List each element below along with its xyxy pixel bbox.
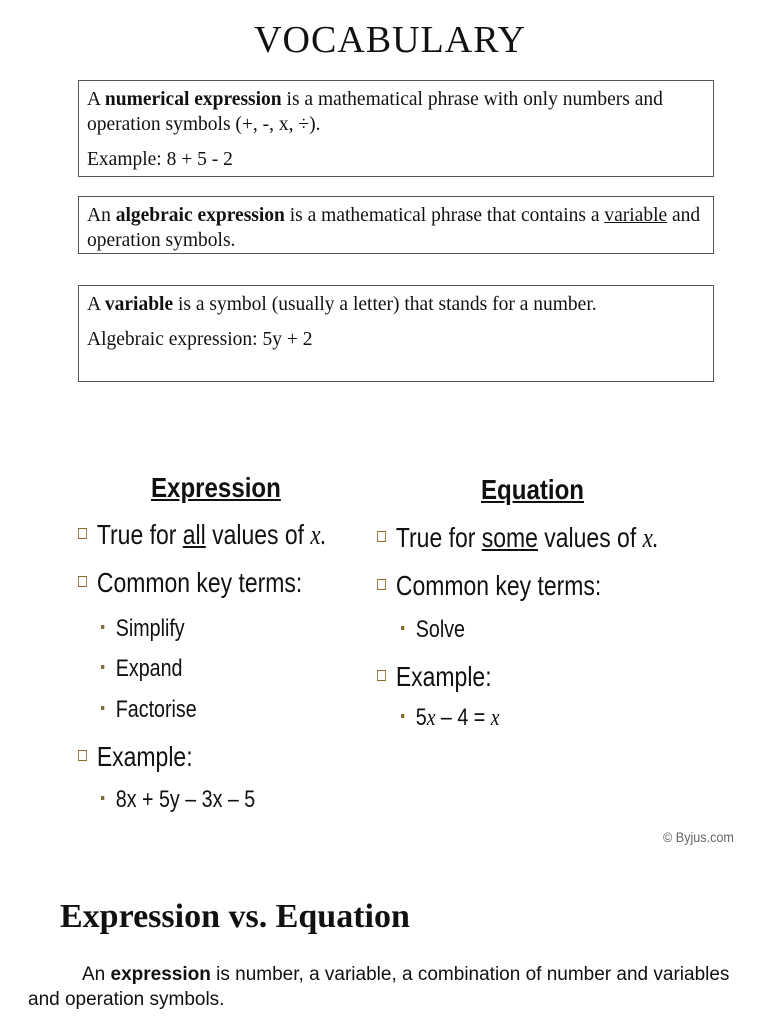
square-bullet-icon (377, 531, 386, 542)
expression-key-terms-row: Common key terms: (78, 567, 302, 599)
dot-bullet-icon (401, 714, 404, 718)
dot-bullet-icon (101, 796, 104, 800)
algebraic-expression-term: algebraic expression (115, 205, 285, 226)
expression-example-value: 8x + 5y – 3x – 5 (101, 786, 255, 814)
square-bullet-icon (78, 750, 87, 761)
expression-heading: Expression (151, 472, 281, 503)
dot-bullet-icon (101, 665, 104, 669)
equation-true-for-row: True for some values of x. (377, 522, 659, 555)
square-bullet-icon (377, 579, 386, 590)
dot-bullet-icon (101, 625, 104, 629)
expression-term-item: Expand (101, 655, 183, 683)
numerical-expression-box (78, 80, 714, 177)
algebraic-expression-box (78, 196, 714, 254)
equation-key-terms-row: Common key terms: (377, 570, 601, 602)
variable-example: Algebraic expression: 5y + 2 (87, 329, 313, 350)
equation-heading: Equation (481, 474, 584, 505)
expression-intro-paragraph: An expression is number, a variable, a combination of number and variables and operation symbols. (28, 964, 730, 1010)
vocabulary-title: VOCABULARY (254, 19, 526, 61)
numerical-expression-example: Example: 8 + 5 - 2 (87, 149, 233, 170)
variable-term: variable (104, 294, 174, 315)
variable-underlined: variable (604, 205, 668, 226)
variable-box (78, 285, 714, 382)
numerical-expression-definition: A numerical expression is a mathematical phrase with only numbers and operation symbols (+, -, x, ÷). (87, 89, 663, 135)
square-bullet-icon (78, 528, 87, 539)
variable-definition: A variable is a symbol (usually a letter) that stands for a number. (87, 294, 597, 315)
equation-example-value: 5x – 4 = x (401, 704, 499, 732)
expression-example-row: Example: (78, 741, 193, 773)
expression-true-for-row: True for all values of x. (78, 519, 326, 552)
equation-term-item: Solve (401, 616, 465, 644)
equation-example-row: Example: (377, 661, 492, 693)
expression-term-item: Factorise (101, 696, 197, 724)
byjus-credit: © Byjus.com (663, 829, 734, 845)
expression-term-item: Simplify (101, 615, 185, 643)
dot-bullet-icon (101, 706, 104, 710)
square-bullet-icon (78, 576, 87, 587)
dot-bullet-icon (401, 626, 404, 630)
expression-vs-equation-title: Expression vs. Equation (60, 898, 410, 935)
numerical-expression-term: numerical expression (104, 89, 282, 110)
square-bullet-icon (377, 670, 386, 681)
algebraic-expression-definition: An algebraic expression is a mathematical phrase that contains a variable and operation symbols. (87, 205, 701, 251)
